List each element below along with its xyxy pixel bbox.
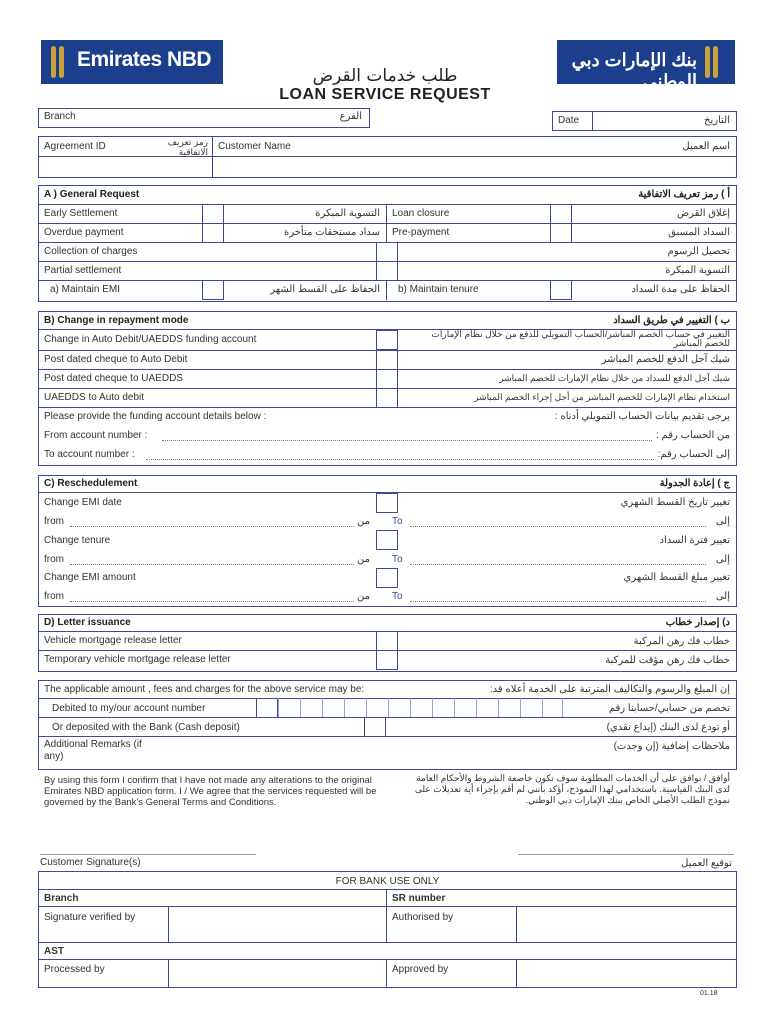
customer-signature-label: Customer Signature(s) xyxy=(40,857,141,868)
overdue-payment-label: Overdue payment xyxy=(44,227,124,238)
title-english: LOAN SERVICE REQUEST xyxy=(279,86,491,103)
approved-by-label: Approved by xyxy=(392,964,449,975)
emi-date-to-label: To xyxy=(392,516,403,527)
emi-date-from-label: from xyxy=(44,516,64,527)
emi-date-to-input[interactable] xyxy=(410,526,706,527)
pre-payment-checkbox[interactable] xyxy=(550,223,572,243)
agreement-id-label-ar: رمز تعريف الاتفاقية xyxy=(167,137,208,157)
overdue-payment-checkbox[interactable] xyxy=(202,223,224,243)
maintain-tenure-checkbox[interactable] xyxy=(550,280,572,300)
processed-by-input[interactable] xyxy=(169,960,385,986)
temp-release-letter-label-ar: خطاب فك رهن مؤقت للمركبة xyxy=(605,655,730,666)
early-settlement-checkbox[interactable] xyxy=(202,204,224,224)
pdc-uaedds-label-ar: شيك آجل الدفع للسداد من خلال نظام الإمارات للخصم المباشر xyxy=(499,373,730,383)
additional-remarks-label: Additional Remarks (if any) xyxy=(44,739,142,762)
customer-name-label: Customer Name xyxy=(218,141,291,152)
partial-settlement-checkbox[interactable] xyxy=(376,261,398,281)
declaration-english: By using this form I confirm that I have not made any alterations to the original Emirates NBD application form. I / We agree that the services requested will be governed by the Bank's General Terms and Conditions. xyxy=(44,775,377,808)
pdc-auto-debit-checkbox[interactable] xyxy=(376,350,398,370)
fees-heading: The applicable amount , fees and charges for the above service may be: xyxy=(44,684,365,695)
form-code: 01.18 xyxy=(700,990,718,997)
change-emi-date-checkbox[interactable] xyxy=(376,493,398,513)
loan-closure-label-ar: إغلاق القرض xyxy=(676,208,730,219)
amount-from-label: from xyxy=(44,591,64,602)
signature-line-right[interactable] xyxy=(518,854,734,855)
pdc-auto-debit-label-ar: شيك آجل الدفع للخصم المباشر xyxy=(601,354,730,365)
amount-from-label-ar: من xyxy=(357,591,370,602)
agreement-id-label: Agreement ID xyxy=(44,141,106,152)
change-emi-date-label: Change EMI date xyxy=(44,497,122,508)
partial-settlement-label-ar: التسوية المبكرة xyxy=(665,265,730,276)
debited-checkbox[interactable] xyxy=(256,698,278,718)
loan-closure-label: Loan closure xyxy=(392,208,450,219)
temp-release-letter-checkbox[interactable] xyxy=(376,650,398,670)
pdc-uaedds-label: Post dated cheque to UAEDDS xyxy=(44,373,183,384)
maintain-emi-label-ar: الحفاظ على القسط الشهر xyxy=(270,284,380,295)
amount-to-input[interactable] xyxy=(410,601,706,602)
emi-date-to-label-ar: إلى xyxy=(715,516,730,527)
change-emi-date-label-ar: تغيير تاريخ القسط الشهري xyxy=(620,497,730,508)
tenure-to-label: To xyxy=(392,554,403,565)
customer-name-label-ar: اسم العميل xyxy=(682,141,730,152)
overdue-payment-label-ar: سداد مستحقات متأخرة xyxy=(283,227,380,238)
sr-number-label: SR number xyxy=(392,893,446,904)
amount-to-label-ar: إلى xyxy=(715,591,730,602)
bank-branch-label: Branch xyxy=(44,893,79,904)
to-account-input[interactable] xyxy=(146,459,654,460)
uaedds-auto-debit-checkbox[interactable] xyxy=(376,388,398,408)
section-a-title: A ) General Request xyxy=(44,189,140,200)
early-settlement-label-ar: التسوية المبكرة xyxy=(315,208,380,219)
maintain-emi-checkbox[interactable] xyxy=(202,280,224,300)
section-d-title: D) Letter issuance xyxy=(44,617,131,628)
section-c-title: C) Reschedulement xyxy=(44,478,138,489)
debited-label: Debited to my/our account number xyxy=(52,703,206,714)
maintain-tenure-label: b) Maintain tenure xyxy=(398,284,479,295)
cash-deposit-label-ar: أو تودع لدى البنك (إيداع نقدي) xyxy=(606,722,730,733)
vehicle-release-letter-checkbox[interactable] xyxy=(376,631,398,651)
amount-to-label: To xyxy=(392,591,403,602)
change-emi-amount-checkbox[interactable] xyxy=(376,568,398,588)
pdc-uaedds-checkbox[interactable] xyxy=(376,369,398,389)
signature-verified-label: Signature verified by xyxy=(44,912,136,923)
logo-text-en: Emirates NBD xyxy=(77,48,212,71)
tenure-from-input[interactable] xyxy=(70,564,354,565)
authorised-by-input[interactable] xyxy=(517,907,734,941)
cash-deposit-label: Or deposited with the Bank (Cash deposit) xyxy=(52,722,240,733)
to-account-label-ar: إلى الحساب رقم: xyxy=(657,449,730,460)
branch-label-ar: الفرع xyxy=(339,111,362,122)
change-auto-debit-label: Change in Auto Debit/UAEDDS funding account xyxy=(44,334,257,345)
change-auto-debit-label-ar: التغيير في حساب الخصم المباشر/الحساب التمويلي للدفع من خلال نظام الإمارات للخصم المباشر xyxy=(431,329,730,348)
additional-remarks-label-ar: ملاحظات إضافية (إن وجدت) xyxy=(613,741,730,752)
tenure-to-input[interactable] xyxy=(410,564,706,565)
uaedds-auto-debit-label: UAEDDS to Auto debit xyxy=(44,392,145,403)
additional-remarks-input[interactable] xyxy=(170,738,600,766)
authorised-by-label: Authorised by xyxy=(392,912,454,923)
logo-text-ar: بنك الإمارات دبي الوطني xyxy=(571,50,697,91)
account-number-digits[interactable] xyxy=(278,698,562,717)
signature-line-left[interactable] xyxy=(40,854,256,855)
to-account-label: To account number : xyxy=(44,449,135,460)
emi-date-from-input[interactable] xyxy=(70,526,354,527)
section-b-title: B) Change in repayment mode xyxy=(44,315,189,326)
from-account-label: From account number : xyxy=(44,430,148,441)
maintain-emi-label: a) Maintain EMI xyxy=(50,284,121,295)
debited-label-ar: تخصم من حسابي/حسابنا رقم xyxy=(608,703,730,714)
from-account-label-ar: من الحساب رقم : xyxy=(655,430,730,441)
tenure-from-label-ar: من xyxy=(357,554,370,565)
ast-label: AST xyxy=(44,946,64,957)
maintain-tenure-label-ar: الحفاظ على مدة السداد xyxy=(631,284,730,295)
collection-charges-label-ar: تحصيل الرسوم xyxy=(667,246,730,257)
declaration-arabic: أوافق / نوافق على أن الخدمات المطلوبة سوف تكون خاضعة الشروط والأحكام العامة لدى البنك القياسية. باستخدامي لهذا النموذج، أؤكد بأنني لم أقم بإجراء أية تعديلات على نموذج الطلب الأصلي الخاص ببنك الإمارات دبي الوطني. xyxy=(414,773,730,805)
pre-payment-label: Pre-payment xyxy=(392,227,450,238)
section-b-title-ar: ب ) التغيير في طريق السداد xyxy=(613,315,730,326)
tenure-to-label-ar: إلى xyxy=(715,554,730,565)
vehicle-release-letter-label: Vehicle mortgage release letter xyxy=(44,635,182,646)
amount-from-input[interactable] xyxy=(70,601,354,602)
tenure-from-label: from xyxy=(44,554,64,565)
date-label: Date xyxy=(558,115,580,126)
section-d-title-ar: د) إصدار خطاب xyxy=(665,617,730,628)
funding-details-label-ar: يرجى تقديم بيانات الحساب التمويلي أدناه : xyxy=(554,411,730,422)
customer-name-input[interactable] xyxy=(213,157,734,176)
section-a-title-ar: أ ) رمز تعريف الاتفاقية xyxy=(638,189,730,200)
uaedds-auto-debit-label-ar: استخدام نظام الإمارات للخصم المباشر من أجل إجراء الخصم المباشر xyxy=(474,392,730,402)
emi-date-from-label-ar: من xyxy=(357,516,370,527)
processed-by-label: Processed by xyxy=(44,964,105,975)
vehicle-release-letter-label-ar: خطاب فك رهن المركبة xyxy=(633,636,730,647)
temp-release-letter-label: Temporary vehicle mortgage release letter xyxy=(44,654,231,665)
early-settlement-label: Early Settlement xyxy=(44,208,118,219)
signature-verified-input[interactable] xyxy=(169,907,385,941)
customer-signature-label-ar: توقيع العميل xyxy=(681,858,732,869)
bank-use-title: FOR BANK USE ONLY xyxy=(335,876,440,887)
collection-charges-checkbox[interactable] xyxy=(376,242,398,262)
date-label-ar: التاريخ xyxy=(704,115,730,126)
change-tenure-checkbox[interactable] xyxy=(376,530,398,550)
pdc-auto-debit-label: Post dated cheque to Auto Debit xyxy=(44,354,188,365)
loan-closure-checkbox[interactable] xyxy=(550,204,572,224)
change-emi-amount-label-ar: تغيير مبلغ القسط الشهري xyxy=(623,572,730,583)
branch-label: Branch xyxy=(44,111,76,122)
change-emi-amount-label: Change EMI amount xyxy=(44,572,136,583)
funding-details-label: Please provide the funding account details below : xyxy=(44,411,267,422)
partial-settlement-label: Partial settlement xyxy=(44,265,122,276)
change-auto-debit-checkbox[interactable] xyxy=(376,330,398,350)
change-tenure-label: Change tenure xyxy=(44,535,111,546)
collection-charges-label: Collection of charges xyxy=(44,246,138,257)
cash-deposit-checkbox[interactable] xyxy=(364,717,386,737)
section-c-title-ar: ج ) إعادة الجدولة xyxy=(659,478,730,489)
fees-heading-ar: إن المبلغ والرسوم والتكاليف المترتبة على الخدمة أعلاه قد: xyxy=(489,684,730,695)
title-arabic: طلب خدمات القرض xyxy=(312,66,458,86)
approved-by-input[interactable] xyxy=(517,960,734,986)
from-account-input[interactable] xyxy=(162,440,652,441)
agreement-id-input[interactable] xyxy=(39,157,211,176)
pre-payment-label-ar: السداد المسبق xyxy=(668,227,730,238)
change-tenure-label-ar: تغيير فترة السداد xyxy=(659,535,730,546)
